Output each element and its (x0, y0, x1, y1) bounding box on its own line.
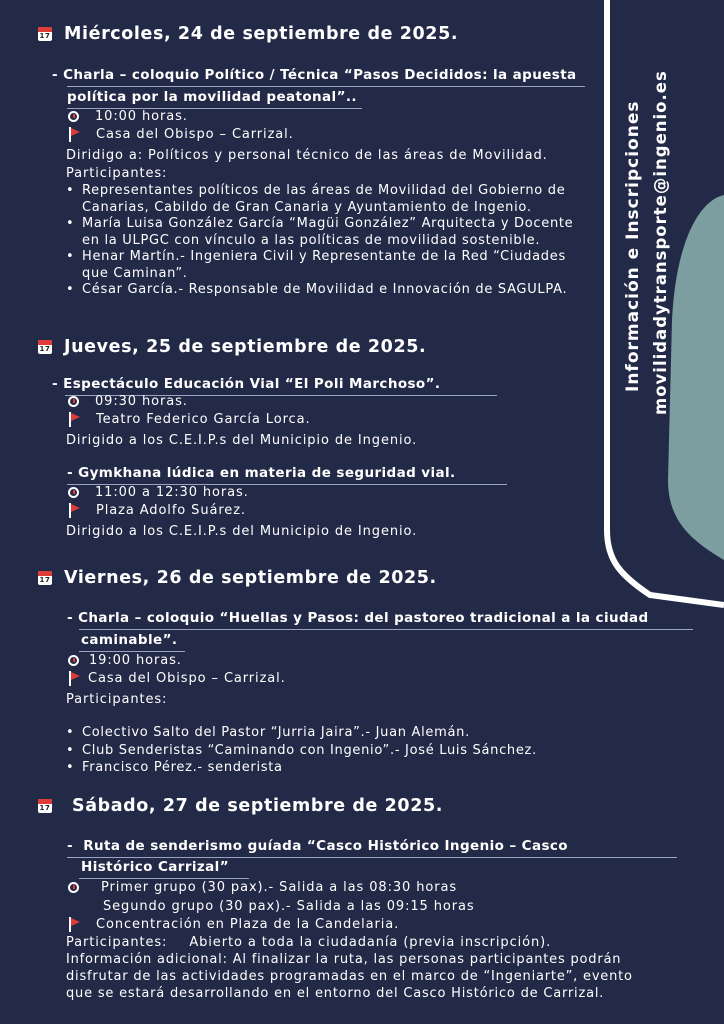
calendar-icon: 17 (38, 571, 52, 585)
event-title: - Espectáculo Educación Vial “El Poli Marchoso”. (52, 376, 441, 392)
participants-label: Participantes: (66, 935, 168, 950)
event-place: Casa del Obispo – Carrizal. (68, 126, 294, 143)
day-heading-friday (38, 568, 437, 588)
event-title-continued: caminable”. (81, 632, 178, 648)
list-item: • César García.- Responsable de Movilidad e Innovación de SAGULPA. (66, 282, 586, 299)
event-time-group-2: Segundo grupo (30 pax).- Salida a las 09:15 horas (103, 899, 475, 914)
event-title: - Ruta de senderismo guíada “Casco Histórico Ingenio – Casco (67, 838, 568, 854)
event-time-group-1: Primer grupo (30 pax).- Salida a las 08:30 horas (68, 879, 457, 896)
additional-info-line: que se estará desarrollando en el entorno del Casco Histórico de Carrizal. (66, 986, 605, 1001)
day-date: Viernes, 26 de septiembre de 2025. (64, 568, 437, 588)
calendar-icon: 17 (38, 799, 52, 813)
list-item: • María Luisa González García “Magüi González” Arquitecta y Docente en la ULPGC con vínculo a las políticas de movilidad sostenible. (66, 216, 586, 249)
event-title: - Gymkhana lúdica en materia de seguridad vial. (67, 465, 456, 481)
list-item: • Henar Martín.- Ingeniera Civil y Representante de la Red “Ciudades que Caminan”. (66, 249, 586, 282)
sidebar (603, 40, 703, 415)
day-date: Sábado, 27 de septiembre de 2025. (72, 796, 444, 816)
flag-icon (68, 412, 80, 427)
event-target: Dirigido a los C.E.I.P.s del Municipio de Ingenio. (66, 524, 418, 539)
participants-text: Abierto a toda la ciudadanía (previa inscripción). (189, 935, 552, 950)
additional-info-line: Información adicional: Al finalizar la ruta, las personas participantes podrán (66, 952, 622, 967)
participants-label: Participantes: (66, 692, 168, 707)
sidebar-email[interactable]: movilidadytransporte@ingenio.es (651, 70, 670, 415)
event-target: Diridigo a: Políticos y personal técnico de las áreas de Movilidad. (66, 148, 548, 163)
flag-icon (68, 503, 80, 518)
flag-icon (68, 671, 80, 686)
additional-info-line: disfrutar de las actividades programadas en el marco de “Ingeniarte”, evento (66, 969, 633, 984)
participants-label: Participantes: (66, 166, 168, 181)
event-place: Teatro Federico García Lorca. (68, 411, 310, 428)
clock-icon (68, 882, 79, 893)
event-time: 09:30 horas. (68, 393, 188, 410)
event-place: Concentración en Plaza de la Candelaria. (68, 916, 399, 933)
day-heading-thursday (38, 337, 426, 357)
list-item: • Francisco Pérez.- senderista (66, 759, 626, 777)
event-title: - Charla – coloquio “Huellas y Pasos: del pastoreo tradicional a la ciudad (67, 610, 649, 626)
title-underline (67, 86, 585, 87)
day-date: Miércoles, 24 de septiembre de 2025. (64, 24, 459, 44)
sidebar-info-label: Información e Inscripciones (623, 100, 643, 392)
calendar-icon: 17 (38, 27, 52, 41)
event-target: Dirigido a los C.E.I.P.s del Municipio de Ingenio. (66, 433, 418, 448)
clock-icon (68, 655, 79, 666)
event-time: 10:00 horas. (68, 108, 188, 125)
event-title-continued: política por la movilidad peatonal”.. (67, 89, 357, 105)
clock-icon (68, 111, 79, 122)
day-heading-saturday (38, 796, 443, 816)
flag-icon (68, 127, 80, 142)
day-date: Jueves, 25 de septiembre de 2025. (64, 337, 427, 357)
event-time: 19:00 horas. (68, 652, 182, 669)
flag-icon (68, 917, 80, 932)
calendar-icon: 17 (38, 340, 52, 354)
event-title: - Charla – coloquio Político / Técnica “Pasos Decididos: la apuesta (52, 67, 577, 83)
list-item: • Colectivo Salto del Pastor “Jurria Jaira”.- Juan Alemán. (66, 724, 626, 742)
title-underline (79, 629, 693, 630)
event-time: 11:00 a 12:30 horas. (68, 484, 249, 501)
clock-icon (68, 487, 79, 498)
participants-line (66, 934, 551, 951)
list-item: • Club Senderistas “Caminando con Ingenio”.- José Luis Sánchez. (66, 742, 626, 760)
list-item: • Representantes políticos de las áreas de Movilidad del Gobierno de Canarias, Cabildo de Gran Canaria y Ayuntamiento de Ingenio. (66, 183, 586, 216)
clock-icon (68, 396, 79, 407)
event-title-continued: Histórico Carrizal” (81, 859, 229, 875)
participants-list (66, 724, 626, 777)
event-place: Casa del Obispo – Carrizal. (68, 670, 286, 687)
day-heading-wednesday (38, 24, 458, 44)
participants-list (66, 183, 586, 299)
event-place: Plaza Adolfo Suárez. (68, 502, 246, 519)
